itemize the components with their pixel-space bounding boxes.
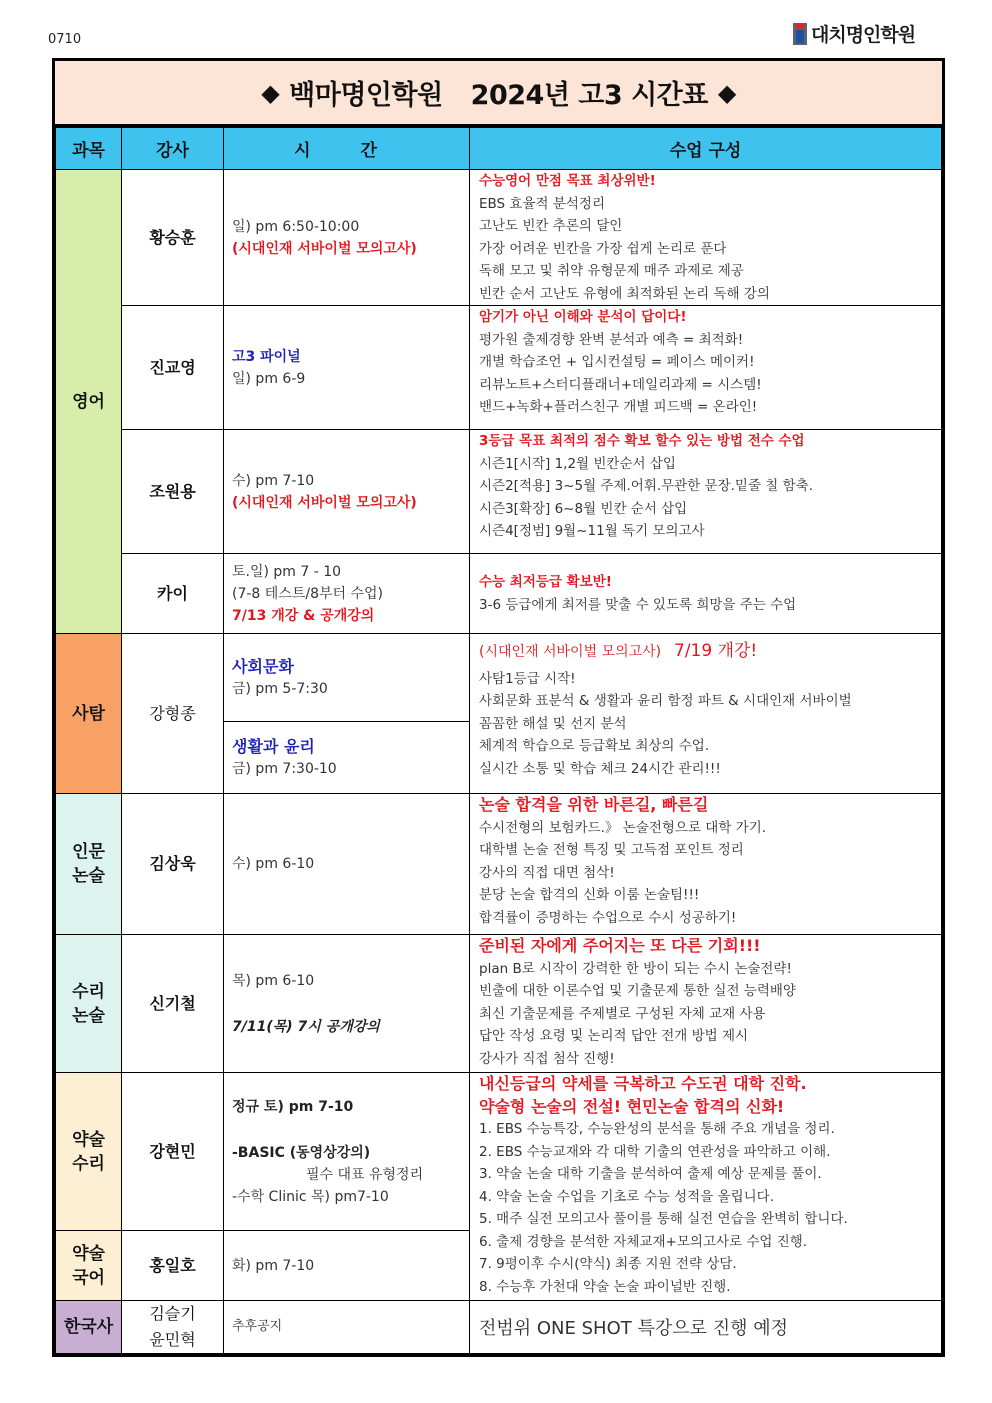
class-time [224,554,470,634]
curriculum-line: 답안 작성 요령 및 논리적 답안 전개 방법 제시 [479,1028,749,1044]
curriculum-headline: 수능 최저등급 확보반! [479,574,612,590]
teacher-name: 강현민 [122,1073,224,1231]
curriculum-headline: 암기가 아닌 이해와 분석이 답이다! [479,309,687,325]
curriculum-line: 시즌1[시작] 1,2월 빈칸순서 삽입 [479,455,676,472]
curriculum-line: 분당 논술 합격의 신화 이룸 논술팀!!! [479,887,700,903]
class-time [224,306,470,430]
time-text: 금) pm 7:30-10 [232,760,337,777]
curriculum-headline: 3등급 목표 최적의 점수 확보 할수 있는 방법 전수 수업 [479,433,805,449]
subject-english: 영어 [56,170,122,634]
curriculum-line: 꼼꼼한 해설 및 선지 분석 [479,715,627,732]
diamond-icon: ◆ [261,78,280,107]
curriculum-line: 8. 수능후 가천대 약술 논술 파이널반 진행. [479,1278,731,1295]
time-note: (시대인재 서바이벌 모의고사) [232,494,417,511]
table-row [56,794,942,935]
curriculum [470,794,942,935]
table-header-row [56,128,942,170]
table-row [56,1301,942,1354]
curriculum-line: 개별 학습조언 + 입시컨설팅 = 페이스 메이커! [479,354,755,370]
curriculum-line: 합격률이 증명하는 수업으로 수시 성공하기! [479,909,737,926]
curriculum-line: 밴드+녹화+플러스친구 개별 피드백 = 온라인! [479,399,758,415]
curriculum-line: 강사가 직접 첨삭 진행! [479,1050,615,1067]
title-schedule: 2024년 고3 시간표 [470,80,708,111]
curriculum-line: 리뷰노트+스터디플래너+데일리과제 = 시스템! [479,376,762,393]
time-note: (시대인재 서바이벌 모의고사) [232,240,417,257]
curriculum-line: 3. 약술 논술 대학 기출을 분석하여 출제 예상 문제를 풀이. [479,1166,822,1182]
table-row [56,634,942,722]
academy-logo [793,20,915,47]
curriculum-line: 실시간 소통 및 학습 체크 24시간 관리!!! [479,760,721,777]
document-code: 0710 [48,32,82,47]
class-time [224,1073,470,1231]
curriculum-line: 7. 9평이후 수시(약식) 최종 지원 전략 상담. [479,1256,737,1272]
time-text: 토.일) pm 7 - 10 [232,563,342,580]
curriculum-line: 체계적 학습으로 등급확보 최상의 수업. [479,738,710,754]
time-text: 일) pm 6-9 [232,370,306,387]
class-title: 사회문화 [232,656,294,676]
column-header-subject: 과목 [56,128,122,170]
subject-korean-history: 한국사 [56,1301,122,1354]
teacher-name: 강형종 [122,634,224,794]
curriculum-headline: 내신등급의 약세를 극복하고 수도권 대학 진학. [479,1074,807,1093]
time-text: 목) pm 6-10 [232,972,315,989]
curriculum-line: 시즌3[확장] 6~8월 빈칸 순서 삽입 [479,500,688,517]
class-time [224,722,470,794]
logo-mark-icon [793,23,807,45]
curriculum-headline: 수능영어 만점 목표 최상위반! [479,173,656,189]
teacher-name: 홍일호 [122,1231,224,1301]
curriculum-line: plan B로 시작이 강력한 한 방이 되는 수시 논술전략! [479,960,792,977]
curriculum: 전범위 ONE SHOT 특강으로 진행 예정 [470,1301,942,1354]
class-time [224,1231,470,1301]
basic-course: -BASIC (동영상강의) [232,1144,371,1161]
subject-short-essay-korean [56,1231,122,1301]
subject-label: 인문 [72,842,105,862]
time-note: 7/13 개강 & 공개강의 [232,607,375,624]
teacher-names [122,1301,224,1354]
curriculum-line: 빈출에 대한 이론수업 및 기출문제 통한 실전 능력배양 [479,983,796,999]
curriculum-line: 빈칸 순서 고난도 유형에 최적화된 논리 독해 강의 [479,285,770,302]
curriculum [470,1073,942,1301]
subject-humanities-essay [56,794,122,935]
table-row [56,170,942,306]
timetable-sheet [52,58,945,1357]
class-time [224,935,470,1073]
diamond-icon: ◆ [717,78,736,107]
curriculum [470,306,942,430]
time-text: 일) pm 6:50-10:00 [232,218,360,235]
subject-label: 국어 [72,1267,105,1288]
timetable [55,127,942,1354]
time-text: 수) pm 6-10 [232,856,315,872]
curriculum-line: 3-6 등급에게 최저를 맞출 수 있도록 희망을 주는 수업 [479,596,797,613]
time-text: 정규 토) pm 7-10 [232,1098,354,1115]
time-detail: (7-8 테스트/8부터 수업) [232,585,383,602]
class-time [224,170,470,306]
curriculum-line: 1. EBS 수능특강, 수능완성의 분석을 통해 주요 개념을 정리. [479,1121,835,1137]
curriculum-line: EBS 효율적 분석정리 [479,195,605,212]
subject-math-essay [56,935,122,1073]
curriculum-line: 사회문화 표분석 & 생활과 윤리 함정 파트 & 시대인재 서바이벌 [479,693,852,709]
table-row [56,306,942,430]
curriculum-headline: (시대인재 서바이벌 모의고사) [479,644,662,660]
teacher-name: 황승훈 [122,170,224,306]
subject-label: 수리 [72,981,105,1002]
curriculum-line: 강사의 직접 대면 첨삭! [479,864,615,881]
curriculum-line: 2. EBS 수능교재와 각 대학 기출의 연관성을 파악하고 이해. [479,1143,831,1160]
curriculum [470,554,942,634]
class-time [224,430,470,554]
column-header-teacher: 강사 [122,128,224,170]
curriculum-line: 4. 약술 논술 수업을 기초로 수능 성적을 올립니다. [479,1188,774,1205]
subject-social-studies: 사탐 [56,634,122,794]
column-header-curriculum: 수업 구성 [470,128,942,170]
subject-label: 논술 [72,866,105,886]
curriculum-line: 사탐1등급 시작! [479,670,576,687]
curriculum [470,935,942,1073]
table-row [56,935,942,1073]
curriculum-line: 독해 모고 및 취약 유형문제 매주 과제로 제공 [479,263,744,279]
logo-text: 대치명인학원 [811,24,916,46]
subject-label: 약술 [72,1243,105,1264]
curriculum [470,634,942,794]
class-title: 생활과 윤리 [232,736,315,756]
table-row [56,554,942,634]
subject-label: 논술 [72,1005,105,1026]
teacher-name: 신기철 [122,935,224,1073]
page-title [55,61,942,127]
title-academy: 백마명인학원 [289,80,443,111]
curriculum-line: 대학별 논술 전형 특징 및 고득점 포인트 정리 [479,842,744,858]
open-lecture-note: 7/11(목) 7시 공개강의 [232,1018,380,1035]
teacher-name: 진교영 [122,306,224,430]
table-row [56,1073,942,1231]
curriculum-headline: 준비된 자에게 주어지는 또 다른 기회!!! [479,936,761,955]
curriculum-line: 5. 매주 실전 모의고사 풀이를 통해 실전 연습을 완벽히 합니다. [479,1211,848,1227]
teacher-name: 윤민혁 [149,1330,196,1349]
curriculum-line: 최신 기출문제를 주제별로 구성된 자체 교재 사용 [479,1005,766,1022]
math-clinic: -수학 Clinic 목) pm7-10 [232,1188,389,1205]
class-time [224,794,470,935]
curriculum-line: 가장 어려운 빈칸을 가장 쉽게 논리로 푼다 [479,240,727,257]
teacher-name: 조원용 [122,430,224,554]
curriculum-line: 고난도 빈칸 추론의 달인 [479,218,623,234]
class-title: 고3 파이널 [232,348,301,365]
curriculum-headline: 약술형 논술의 전설! 현민논술 합격의 신화! [479,1096,785,1116]
curriculum-line: 수시전형의 보험카드.》 논술전형으로 대학 가기. [479,819,767,836]
teacher-name: 김상욱 [122,794,224,935]
curriculum-line: 시즌4[정범] 9월~11월 독기 모의고사 [479,523,705,539]
time-text: 수) pm 7-10 [232,472,315,489]
teacher-name: 카이 [122,554,224,634]
time-text: 화) pm 7-10 [232,1257,315,1274]
curriculum-line: 시즌2[적용] 3~5월 주제.어휘.무관한 문장.밑줄 칠 함축. [479,478,814,494]
curriculum-line: 평가원 출제경향 완벽 분석과 예측 = 최적화! [479,331,744,348]
curriculum-line: 6. 출제 경향을 분석한 자체교재+모의고사로 수업 진행. [479,1233,808,1250]
table-row [56,430,942,554]
subject-short-essay-math [56,1073,122,1231]
teacher-name: 김슬기 [149,1304,196,1323]
subject-label: 수리 [72,1153,105,1174]
column-header-time: 시 간 [224,128,470,170]
time-text: 금) pm 5-7:30 [232,680,328,697]
opening-date: 7/19 개강! [674,641,758,661]
curriculum [470,170,942,306]
subject-label: 약술 [72,1129,105,1150]
curriculum-headline: 논술 합격을 위한 바른길, 빠른길 [479,795,709,814]
basic-course-detail: 필수 대표 유형정리 [306,1166,424,1183]
class-time [224,634,470,722]
class-time: 추후공지 [224,1301,470,1354]
curriculum [470,430,942,554]
